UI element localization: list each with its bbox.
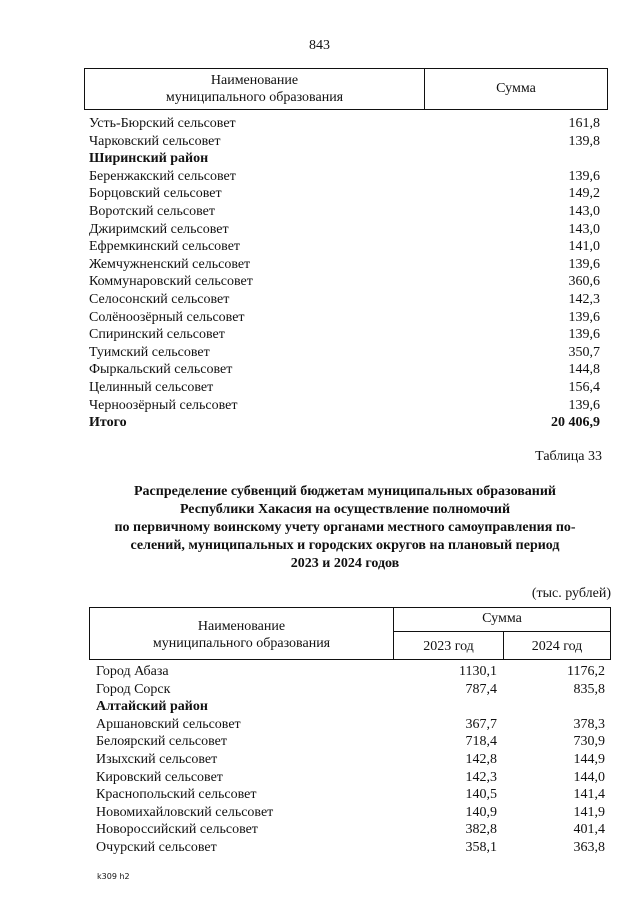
row-value-2024: 141,9 [573, 804, 605, 820]
table-row [96, 681, 605, 699]
row-value: 161,8 [568, 116, 600, 131]
table-row [96, 751, 605, 769]
table2-header-divider [393, 631, 610, 632]
row-name: Жемчужненский сельсовет [89, 256, 251, 272]
row-value: 350,7 [568, 344, 600, 360]
table1-header-sum: Сумма [496, 81, 536, 96]
footer-code: k309 h2 [97, 872, 130, 881]
row-name: Новороссийский сельсовет [96, 822, 258, 838]
table-row [96, 663, 605, 681]
row-value-2023: 718,4 [465, 734, 497, 750]
row-value-2023: 382,8 [465, 822, 497, 838]
row-value-2023: 1130,1 [459, 664, 497, 679]
row-name: Усть-Бюрский сельсовет [89, 116, 236, 131]
row-value: 139,6 [568, 397, 600, 413]
row-name: Туимский сельсовет [89, 344, 210, 360]
table-title-line: 2023 и 2024 годов [290, 556, 400, 571]
table-row [89, 361, 600, 379]
row-value-2023: 140,9 [465, 804, 497, 820]
row-value: 156,4 [568, 380, 600, 395]
row-value: 141,0 [568, 239, 600, 255]
row-value-2024: 378,3 [573, 716, 605, 732]
row-name: Ефремкинский сельсовет [89, 239, 241, 255]
row-value: 143,0 [568, 221, 600, 237]
table-row [96, 821, 605, 839]
row-value: 139,6 [568, 256, 600, 272]
row-value: 360,6 [568, 274, 600, 290]
row-value: 149,2 [568, 186, 600, 202]
table1-header-name [85, 72, 424, 106]
table-row [89, 291, 600, 309]
row-value: 142,3 [568, 292, 600, 307]
row-value: 139,6 [568, 327, 600, 343]
row-name: Город Сорск [96, 681, 171, 697]
table2-header-name-line1: Наименование [197, 619, 286, 634]
row-name: Джиримский сельсовет [89, 221, 229, 237]
table-row [96, 839, 605, 857]
table-row [89, 397, 600, 415]
row-value: 143,0 [568, 204, 600, 219]
row-value-2024: 141,4 [573, 787, 605, 803]
row-name: Изыхский сельсовет [96, 752, 218, 767]
units-note: (тыс. рублей) [531, 586, 611, 601]
table-row [96, 804, 605, 822]
row-name: Ширинский район [89, 151, 209, 167]
row-value-2024: 1176,2 [567, 664, 605, 679]
table-row [96, 769, 605, 787]
row-value: 139,6 [568, 168, 600, 184]
row-name: Беренжакский сельсовет [89, 168, 236, 184]
row-name: Краснопольский сельсовет [96, 787, 257, 803]
row-name: Спиринский сельсовет [89, 327, 225, 343]
row-value-2023: 140,5 [465, 787, 497, 803]
row-name: Новомихайловский сельсовет [96, 804, 274, 820]
table-row [89, 221, 600, 239]
row-name: Черноозёрный сельсовет [89, 397, 238, 413]
row-value: 139,8 [568, 133, 600, 149]
row-value-2023: 358,1 [465, 840, 497, 855]
row-value-2024: 401,4 [573, 822, 605, 838]
table2-header-name [90, 618, 393, 652]
row-value-2024: 835,8 [573, 681, 605, 697]
table1-header-name-line2: муниципального образования [165, 90, 344, 105]
table-row [89, 168, 600, 186]
table1-header [84, 68, 608, 110]
table-row [96, 786, 605, 804]
row-name: Борцовский сельсовет [89, 186, 222, 202]
row-name: Аршановский сельсовет [96, 716, 241, 732]
row-value-2023: 367,7 [465, 716, 497, 732]
table-row [89, 326, 600, 344]
row-name: Чарковский сельсовет [89, 133, 221, 149]
row-value-2024: 144,9 [573, 752, 605, 767]
row-value-2023: 787,4 [465, 681, 497, 697]
row-value-2023: 142,8 [465, 752, 497, 767]
table-row [89, 309, 600, 327]
table-title-line: Распределение субвенций бюджетам муниципальных образований [134, 484, 556, 499]
row-value-2024: 144,0 [573, 769, 605, 785]
row-name: Кировский сельсовет [96, 769, 223, 785]
row-value: 139,6 [568, 309, 600, 325]
row-name: Итого [89, 415, 127, 431]
table-row [89, 115, 600, 133]
table-row-total [89, 414, 600, 432]
table-row [89, 185, 600, 203]
table-title-line: по первичному воинскому учету органами местного самоуправления по- [114, 520, 576, 535]
row-name: Город Абаза [96, 664, 169, 679]
table-row-section [89, 150, 600, 168]
table-row [89, 133, 600, 151]
table-row [96, 733, 605, 751]
row-name: Коммунаровский сельсовет [89, 274, 253, 290]
table-row [96, 716, 605, 734]
table-row [89, 203, 600, 221]
table-row [89, 273, 600, 291]
row-name: Воротский сельсовет [89, 204, 215, 219]
row-value: 20 406,9 [551, 415, 600, 431]
row-name: Фыркальский сельсовет [89, 362, 233, 378]
table-title [80, 483, 610, 573]
row-name: Алтайский район [96, 699, 208, 715]
table-row-section [96, 698, 605, 716]
row-value-2024: 363,8 [573, 840, 605, 855]
table-row [89, 379, 600, 397]
table-title-line: селений, муниципальных и городских округов на плановый период [130, 538, 560, 553]
table-label: Таблица 33 [535, 449, 602, 464]
table2-header-name-line2: муниципального образования [152, 636, 331, 651]
table1-header-name-line1: Наименование [210, 73, 299, 88]
row-name: Солёноозёрный сельсовет [89, 309, 245, 325]
row-name: Белоярский сельсовет [96, 734, 227, 750]
table2-header-year2: 2024 год [531, 639, 583, 654]
table2-header-sum: Сумма [482, 611, 522, 626]
table-title-line: Республики Хакасия на осуществление полномочий [179, 502, 511, 517]
row-name: Целинный сельсовет [89, 380, 214, 395]
table-row [89, 256, 600, 274]
table2-header [89, 607, 611, 660]
row-value-2023: 142,3 [465, 769, 497, 785]
table-row [89, 344, 600, 362]
page-number: 843 [309, 38, 330, 53]
row-name: Очурский сельсовет [96, 840, 217, 855]
row-name: Селосонский сельсовет [89, 292, 230, 307]
row-value-2024: 730,9 [573, 734, 605, 750]
table2-header-year1: 2023 год [423, 639, 474, 654]
row-value: 144,8 [568, 362, 600, 378]
table-row [89, 238, 600, 256]
